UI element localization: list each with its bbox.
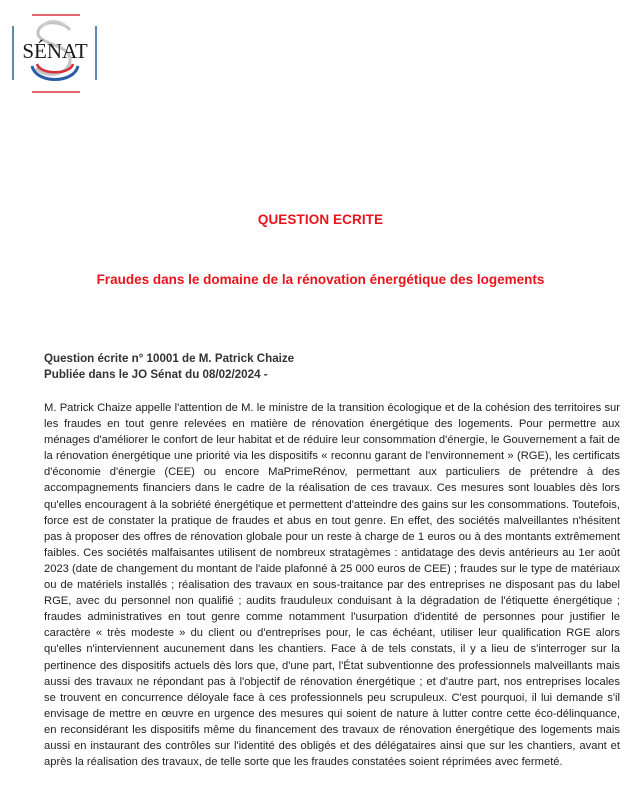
- question-metadata: [44, 351, 294, 383]
- publication-line: Publiée dans le JO Sénat du 08/02/2024 -: [44, 368, 268, 381]
- senat-logo: [10, 8, 98, 98]
- document-title: Fraudes dans le domaine de la rénovation énergétique des logements: [96, 272, 545, 287]
- question-number-line: Question écrite n° 10001 de M. Patrick Chaize: [44, 352, 295, 365]
- question-body-text: M. Patrick Chaize appelle l'attention de M. le ministre de la transition écologique et de la cohésion des territoires sur les fraudes en tout genre relevées en matière de rénovation énergétique des logements. Pour permettre aux ménages d'améliorer le confort de leur habitat et de réduire leur consommation d'énergie, le Gouvernement a fait de la rénovation énergétique une priorité via les dispositifs « reconnu garant de l'environnement » (RGE), les certificats d'économie d'énergie (CEE) ou encore MaPrimeRénov, permettant aux particuliers de prétendre à des accompagnements financiers dans le cadre de la réalisation de ces travaux. Ces mesures sont louables dès lors qu'elles encouragent à la sobriété énergétique et permettent d'atteindre des gains sur les consommations. Toutefois, force est de constater la pratique de fraudes et abus en tout genre. En effet, des sociétés malveillantes n'hésitent pas à proposer des offres de rénovation globale pour un reste à charge de 1 euros ou à des montants extrêmement faibles. Ces sociétés malfaisantes utilisent de nombreux stratagèmes : antidatage des devis antérieurs au 1er août 2023 (date de changement du montant de l'aide plafonné à 25 000 euros de CEE) ; fraudes sur le type de matériaux ou de matériels installés ; réalisation des travaux en sous-traitance par des entreprises ne disposant pas du label RGE, avec du personnel non qualifié ; audits frauduleux conduisant à la dégradation de l'étiquette énergétique ; fraudes administratives en tout genre comme notamment l'usurpation d'identité de personnes pour justifier le caractère « très modeste » du client ou d'entreprises pour, le cas échéant, utiliser leur qualification RGE alors qu'elles n'interviennent aucunement dans les chantiers. Face à de tels constats, il y a lieu de s'interroger sur la pertinence des dispositifs actuels dès lors que, d'une part, l'État subventionne des professionnels malveillants mais aussi des travaux ne répondant pas à l'objectif de rénovation énergétique ; et d'autre part, nos entreprises locales se trouvent en concurrence déloyale face à ces professionnels peu scrupuleux. C'est pourquoi, il lui demande s'il envisage de mettre en œuvre en urgence des mesures qui soient de nature à lutter contre cette éco-délinquance, en reconsidérant les dispositifs même du financement des travaux de rénovation énergétique des logements mais aussi en instaurant des contrôles sur l'identité des obligés et des délégataires ainsi que sur les chantiers, avant et après la réalisation des travaux, de telle sorte que les fraudes constatées soient réprimées avec fermeté.: [44, 402, 620, 769]
- document-type-heading: QUESTION ECRITE: [257, 212, 384, 227]
- senat-logo-graphic: [10, 8, 98, 98]
- logo-text: SÉNAT: [22, 39, 88, 63]
